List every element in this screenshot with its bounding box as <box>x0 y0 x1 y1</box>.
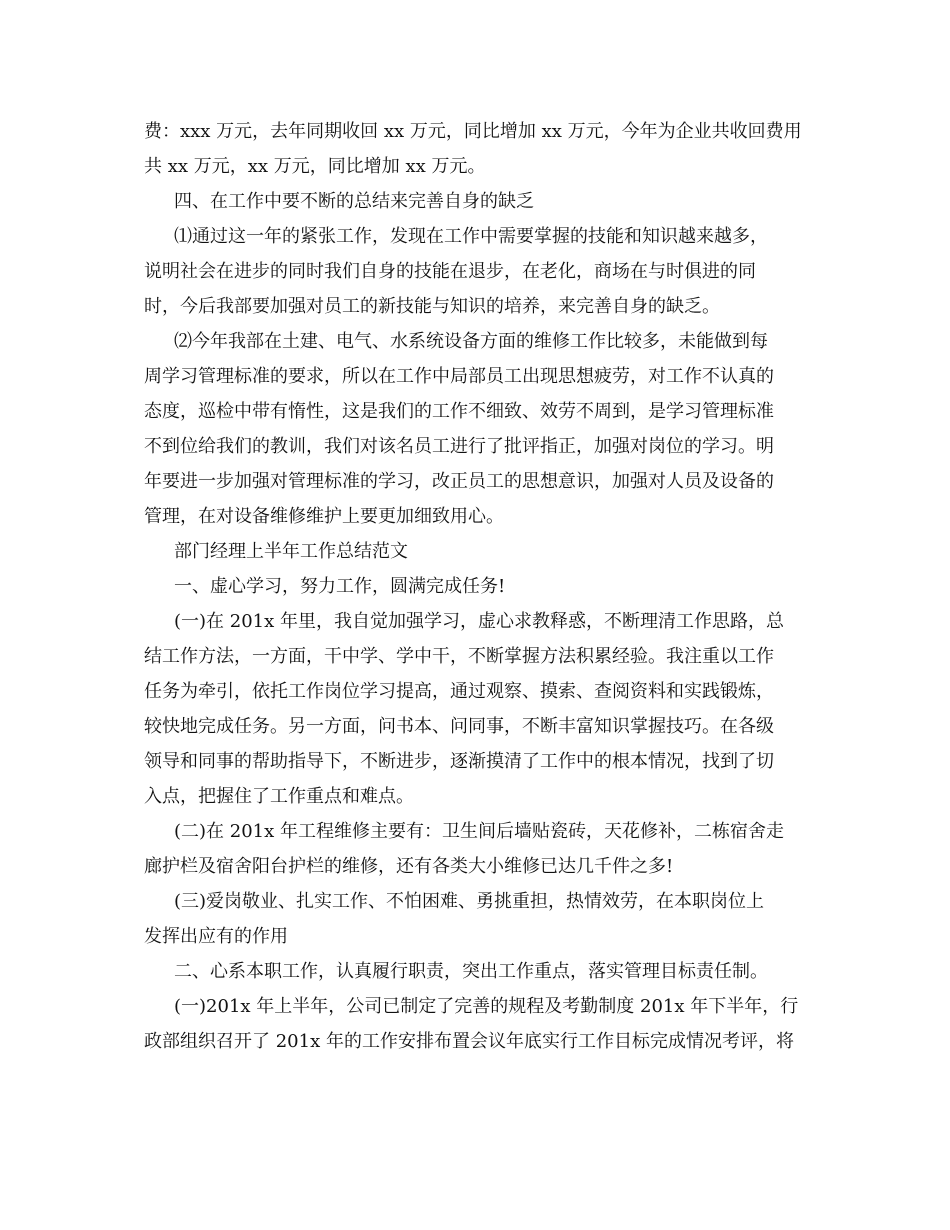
text-line: 廊护栏及宿舍阳台护栏的维修，还有各类大小维修已达几千件之多! <box>144 856 674 877</box>
text-line: 说明社会在进步的同时我们自身的技能在退步，在老化，商场在与时俱进的同 <box>144 261 756 282</box>
document-title: 部门经理上半年工作总结范文 <box>174 541 408 562</box>
text-line: (三)爱岗敬业、扎实工作、不怕困难、勇挑重担，热情效劳，在本职岗位上 <box>174 891 765 912</box>
text-line: 结工作方法，一方面，干中学、学中干，不断掌握方法积累经验。我注重以工作 <box>144 646 774 667</box>
section-heading: 四、在工作中要不断的总结来完善自身的缺乏 <box>174 191 534 212</box>
text-line: 入点，把握住了工作重点和难点。 <box>144 786 414 807</box>
text-line: 政部组织召开了 201x 年的工作安排布置会议年底实行工作目标完成情况考评，将 <box>144 1031 794 1052</box>
text-line: 任务为牵引，依托工作岗位学习提高，通过观察、摸索、查阅资料和实践锻炼， <box>144 681 774 702</box>
section-heading: 二、心系本职工作，认真履行职责，突出工作重点，落实管理目标责任制。 <box>174 961 768 982</box>
text-line: (二)在 201x 年工程维修主要有：卫生间后墙贴瓷砖，天花修补，二栋宿舍走 <box>174 821 784 842</box>
document-body <box>144 114 804 1059</box>
text-line: 管理，在对设备维修维护上要更加细致用心。 <box>144 506 504 527</box>
text-line: ⑴通过这一年的紧张工作，发现在工作中需要掌握的技能和知识越来越多， <box>174 226 768 247</box>
text-line: (一)201x 年上半年，公司已制定了完善的规程及考勤制度 201x 年下半年，行 <box>174 996 799 1017</box>
text-line: 时，今后我部要加强对员工的新技能与知识的培养，来完善自身的缺乏。 <box>144 296 720 317</box>
text-line: 态度，巡检中带有惰性，这是我们的工作不细致、效劳不周到，是学习管理标准 <box>144 401 774 422</box>
text-line: 领导和同事的帮助指导下，不断进步，逐渐摸清了工作中的根本情况，找到了切 <box>144 751 774 772</box>
text-line: ⑵今年我部在土建、电气、水系统设备方面的维修工作比较多，未能做到每 <box>174 331 768 352</box>
text-line: 周学习管理标准的要求，所以在工作中局部员工出现思想疲劳，对工作不认真的 <box>144 366 774 387</box>
text-line: 年要进一步加强对管理标准的学习，改正员工的思想意识，加强对人员及设备的 <box>144 471 774 492</box>
text-line: (一)在 201x 年里，我自觉加强学习，虚心求教释惑，不断理清工作思路，总 <box>174 611 784 632</box>
text-line: 发挥出应有的作用 <box>144 926 288 947</box>
section-heading: 一、虚心学习，努力工作，圆满完成任务! <box>174 576 506 597</box>
text-line: 较快地完成任务。另一方面，问书本、问同事，不断丰富知识掌握技巧。在各级 <box>144 716 774 737</box>
text-line: 不到位给我们的教训，我们对该名员工进行了批评指正，加强对岗位的学习。明 <box>144 436 774 457</box>
text-line: 费：xxx 万元，去年同期收回 xx 万元，同比增加 xx 万元，今年为企业共收回费用 <box>144 121 802 142</box>
text-line: 共 xx 万元，xx 万元，同比增加 xx 万元。 <box>144 156 486 177</box>
